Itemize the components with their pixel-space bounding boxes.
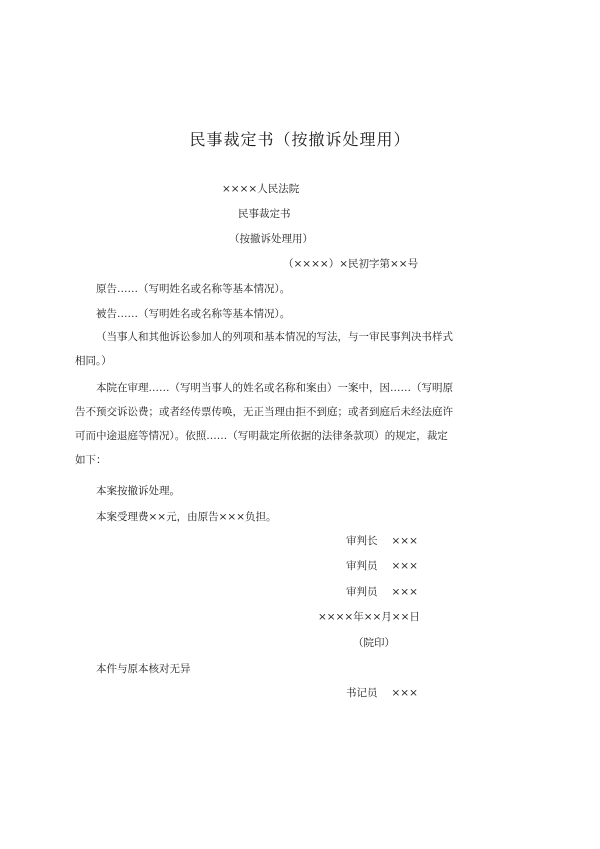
court-seal: （院印） bbox=[353, 637, 395, 649]
signature-clerk bbox=[346, 688, 418, 699]
defendant-line: 被告……（写明姓名或名称等基本情况）。 bbox=[96, 308, 291, 320]
certification-line: 本件与原本核对无异 bbox=[96, 663, 191, 675]
document-type: 民事裁定书 bbox=[238, 208, 291, 220]
ruling-date: ××××年××月××日 bbox=[318, 611, 420, 623]
body-line: 如下： bbox=[75, 454, 107, 466]
signature-chief-judge bbox=[346, 536, 418, 547]
signature-judge-1 bbox=[346, 561, 418, 572]
ruling-line: 本案按撤诉处理。 bbox=[96, 485, 180, 497]
signature-role: 审判长 bbox=[346, 535, 378, 547]
court-name: ××××人民法院 bbox=[222, 183, 300, 195]
note-line: （当事人和其他诉讼参加人的列项和基本情况的写法，与一审民事判决书样式 bbox=[96, 331, 453, 343]
signature-role: 审判员 bbox=[346, 560, 378, 572]
case-number: （××××）×民初字第××号 bbox=[283, 258, 419, 270]
signature-role: 审判员 bbox=[346, 586, 378, 598]
plaintiff-line: 原告……（写明姓名或名称等基本情况）。 bbox=[96, 283, 291, 295]
signature-name: ××× bbox=[391, 586, 418, 598]
body-line: 本院在审理……（写明当事人的姓名或名称和案由）一案中，因……（写明原 bbox=[96, 382, 453, 394]
body-paragraph bbox=[75, 376, 453, 472]
signature-role: 书记员 bbox=[346, 687, 378, 699]
fee-line: 本案受理费××元，由原告×××负担。 bbox=[96, 511, 277, 523]
note-paragraph bbox=[75, 325, 453, 373]
signature-name: ××× bbox=[391, 687, 418, 699]
signature-judge-2 bbox=[346, 587, 418, 598]
document-subtitle: （按撤诉处理用） bbox=[229, 233, 313, 245]
signature-name: ××× bbox=[391, 560, 418, 572]
signature-name: ××× bbox=[391, 535, 418, 547]
body-line: 可而中途退庭等情况）。依照……（写明裁定所依据的法律条款项）的规定，裁定 bbox=[75, 430, 448, 442]
body-line: 告不预交诉讼费；或者经传票传唤，无正当理由拒不到庭；或者到庭后未经法庭许 bbox=[75, 406, 453, 418]
document-title: 民事裁定书（按撤诉处理用） bbox=[189, 130, 411, 149]
note-line: 相同。） bbox=[75, 355, 112, 367]
